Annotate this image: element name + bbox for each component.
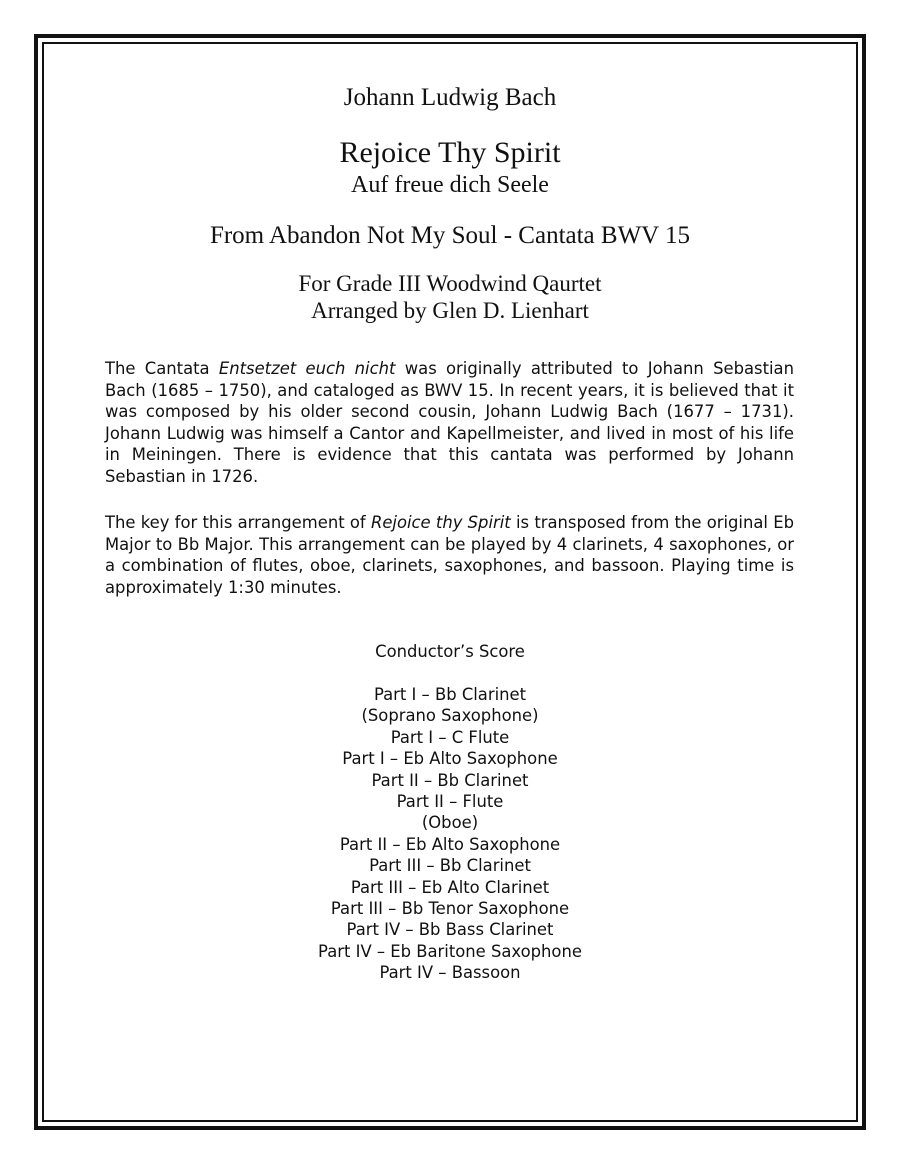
part-item: Part IV – Eb Baritone Saxophone: [318, 941, 582, 961]
part-item: Part III – Bb Clarinet: [369, 856, 531, 876]
part-item: Part I – Bb Clarinet: [373, 685, 527, 704]
history-text-start: The Cantata: [105, 359, 219, 378]
composer-name: Johann Ludwig Bach: [343, 84, 557, 111]
source-work: From Abandon Not My Soul - Cantata BWV 15: [209, 222, 691, 249]
grade-line: For Grade III Woodwind Qaurtet: [298, 271, 602, 296]
part-item: Part III – Bb Tenor Saxophone: [330, 899, 570, 919]
piece-title: Rejoice Thy Spirit: [339, 136, 561, 169]
parts-list: [0, 684, 900, 984]
arrangement-text-end: is transposed from the original Eb Major to Bb Major. This arrangement can be played by 4 clarinets, 4 saxophones, or a combination of flutes, oboe, clarinets, saxophones, and bassoon. Playing time is approximately 1:30 minutes.: [105, 513, 794, 597]
cantata-title-italic: Entsetzet euch nicht: [218, 359, 396, 378]
arranger-line: Arranged by Glen D. Lienhart: [311, 298, 589, 323]
history-paragraph: [105, 358, 794, 488]
part-item: Part IV – Bb Bass Clarinet: [346, 920, 554, 940]
instrumentation-block: [0, 270, 900, 324]
part-item: (Oboe): [421, 813, 479, 833]
conductor-score-label: Conductor’s Score: [375, 642, 525, 661]
part-item: Part II – Eb Alto Saxophone: [339, 834, 561, 854]
part-item: (Soprano Saxophone): [361, 706, 539, 726]
part-item: Part II – Flute: [396, 792, 504, 812]
part-item: Part I – C Flute: [390, 727, 510, 747]
part-item: Part IV – Bassoon: [379, 963, 521, 983]
piece-subtitle: Auf freue dich Seele: [351, 172, 549, 198]
arrangement-title-italic: Rejoice thy Spirit: [370, 513, 511, 532]
part-item: Part II – Bb Clarinet: [371, 770, 529, 790]
arrangement-paragraph: [105, 512, 794, 598]
part-item: Part III – Eb Alto Clarinet: [350, 877, 550, 897]
history-text-end: was originally attributed to Johann Sebastian Bach (1685 – 1750), and cataloged as BWV 15. In recent years, it is believed that it was composed by his older second cousin, Johann Ludwig Bach (1677 – 1731). Johann Ludwig was himself a Cantor and Kapellmeister, and lived in most of his life in Meiningen. There is evidence that this cantata was performed by Johann Sebastian in 1726.: [105, 359, 794, 486]
part-item: Part I – Eb Alto Saxophone: [342, 749, 558, 769]
arrangement-text-start: The key for this arrangement of: [105, 513, 371, 532]
